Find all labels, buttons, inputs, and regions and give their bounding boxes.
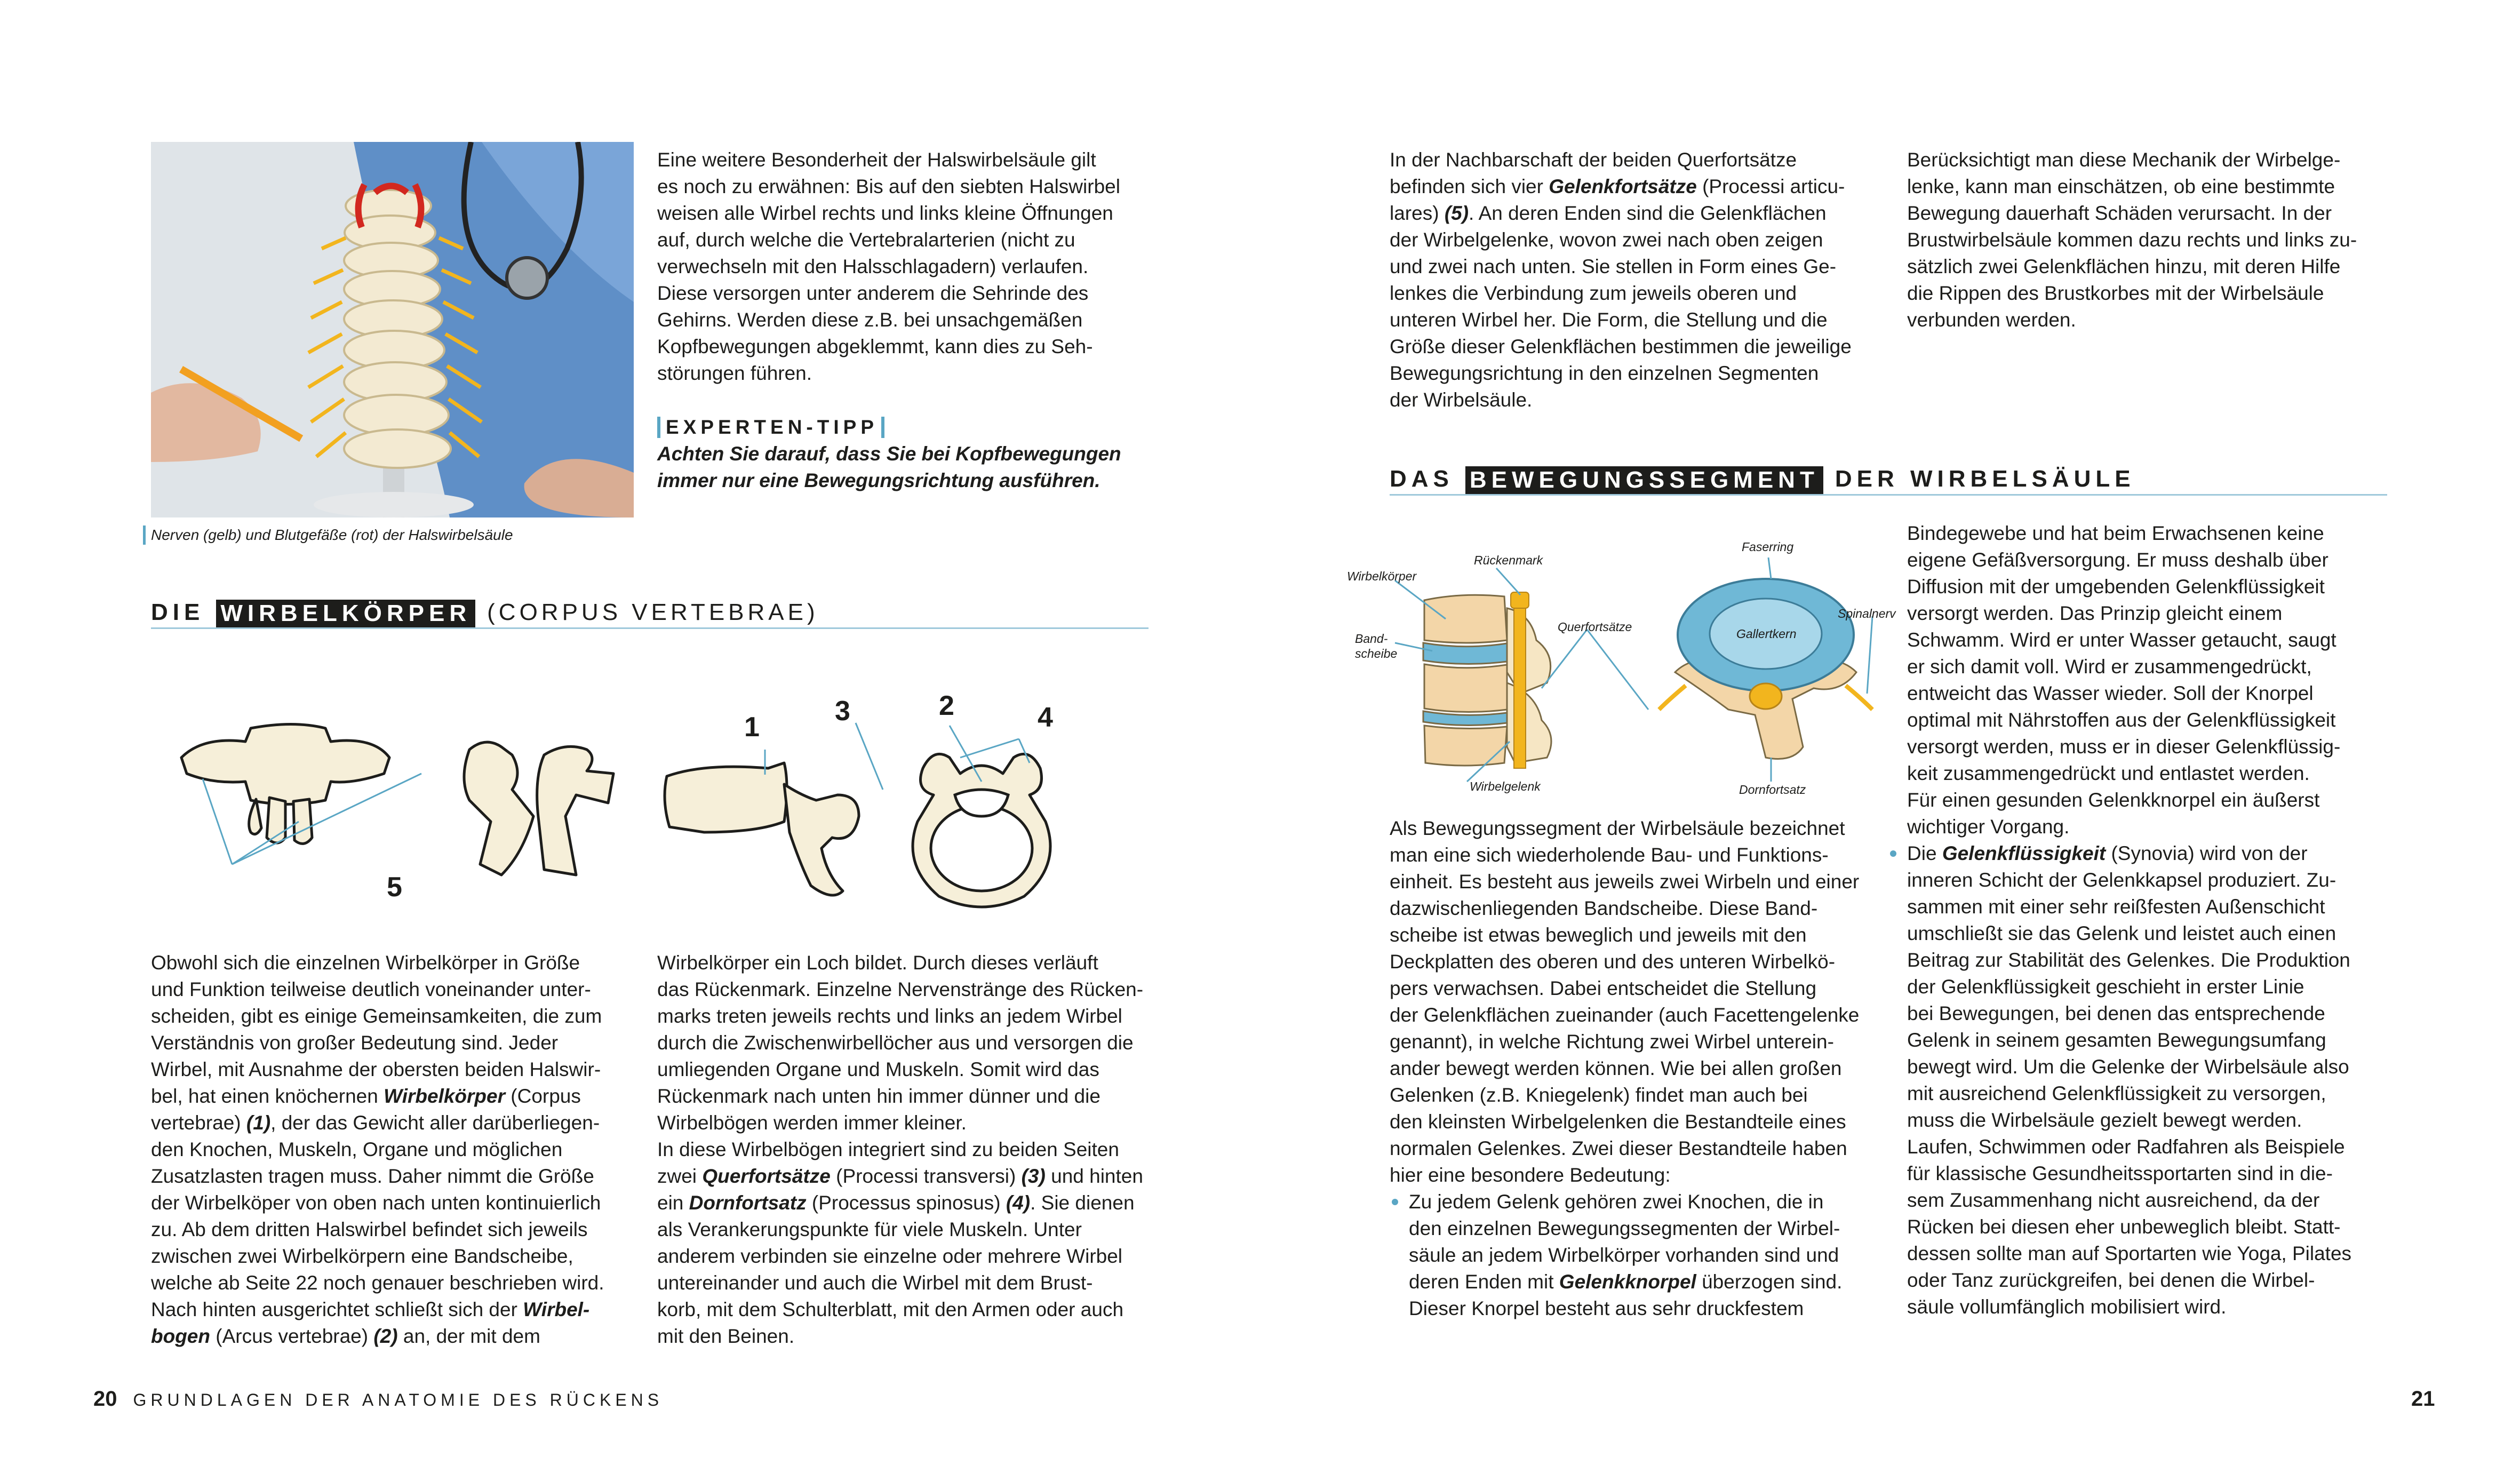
- intro-line: auf, durch welche die Vertebralarterien (nicht zu: [657, 229, 1075, 251]
- vertebra-figures: [171, 662, 1131, 918]
- text-line: Dieser Knorpel besteht aus sehr druckfestem: [1409, 1297, 1804, 1319]
- spine-model-illustration: [151, 142, 634, 517]
- text-line: säule vollumfänglich mobilisiert wird.: [1907, 1296, 2227, 1318]
- bullet-list-2: [1888, 840, 2387, 1320]
- text-run: ein: [657, 1192, 689, 1214]
- text-line: zwischen zwei Wirbelkörpern eine Bandscheibe,: [151, 1245, 573, 1267]
- text-line: [151, 1083, 631, 1110]
- label-gallertkern: Gallertkern: [1736, 627, 1797, 641]
- label-rueckenmark: Rückenmark: [1474, 553, 1543, 567]
- text-line: Deckplatten des oberen und des unteren Wirbelkö-: [1390, 951, 1836, 973]
- text-line: Größe dieser Gelenkflächen bestimmen die jeweilige: [1390, 336, 1852, 357]
- text-line: man eine sich wiederholende Bau- und Funktions-: [1390, 844, 1829, 866]
- body-column-left-1: [151, 950, 631, 1350]
- text-line: In diese Wirbelbögen integriert sind zu beiden Seiten: [657, 1138, 1119, 1160]
- photo-caption-text: Nerven (gelb) und Blutgefäße (rot) der Halswirbelsäule: [151, 527, 513, 543]
- term-wirbelkoerper: Wirbelkörper: [384, 1085, 505, 1107]
- text-line: keit zusammengedrückt und entlastet werden.: [1907, 762, 2310, 784]
- label-wirbelkoerper: Wirbelkörper: [1347, 569, 1417, 583]
- text-line: Brustwirbelsäule kommen dazu rechts und links zu-: [1907, 229, 2357, 251]
- text-line: dessen sollte man auf Sportarten wie Yoga, Pilates: [1907, 1243, 2352, 1264]
- intro-line: verwechseln mit den Halsschlagadern) verlaufen.: [657, 256, 1089, 277]
- text-line: [151, 1296, 631, 1323]
- term-gelenkfluessigkeit: Gelenkflüssigkeit: [1942, 842, 2106, 864]
- text-line: lenkes die Verbindung zum jeweils oberen und: [1390, 282, 1797, 304]
- ref-2: (2): [373, 1325, 398, 1347]
- text-line: oder Tanz zurückgreifen, bei denen die Wirbel-: [1907, 1269, 2315, 1291]
- text-line: In der Nachbarschaft der beiden Querfortsätze: [1390, 149, 1797, 171]
- figure-number-5-label: 5: [387, 872, 402, 903]
- text-run: (Processi transversi): [830, 1165, 1022, 1187]
- text-run: und hinten: [1045, 1165, 1143, 1187]
- text-line: Wirbelbögen werden immer kleiner.: [657, 1112, 967, 1134]
- ref-3: (3): [1021, 1165, 1046, 1187]
- text-line: der Gelenkflächen zueinander (auch Facettengelenke: [1390, 1004, 1860, 1026]
- text-line: Wirbelkörper ein Loch bildet. Durch dieses verläuft: [657, 952, 1098, 974]
- text-line: Verständnis von großer Bedeutung sind. Jeder: [151, 1032, 559, 1054]
- bullet-item-gelenkknorpel: [1390, 1189, 1870, 1322]
- text-line: [1907, 840, 2387, 867]
- text-line: versorgt werden, muss er in dieser Gelenkflüssig-: [1907, 736, 2341, 758]
- body-column-right-2-bottom: [1907, 520, 2387, 1320]
- text-line: optimal mit Nährstoffen aus der Gelenkflüssigkeit: [1907, 709, 2336, 731]
- text-line: und Funktion teilweise deutlich voneinander unter-: [151, 978, 591, 1000]
- term-wirbelbogen-2: bogen: [151, 1325, 210, 1347]
- text-run: , der das Gewicht aller darüberliegen-: [270, 1112, 600, 1134]
- text-line: der Wirbelsäule.: [1390, 389, 1533, 411]
- text-line: Laufen, Schwimmen oder Radfahren als Beispiele: [1907, 1136, 2345, 1158]
- text-line: für klassische Gesundheitssportarten sind in die-: [1907, 1162, 2333, 1184]
- text-line: Berücksichtigt man diese Mechanik der Wirbelge-: [1907, 149, 2341, 171]
- text-line: [151, 1323, 631, 1350]
- text-line: scheiden, gibt es einige Gemeinsamkeiten, die zum: [151, 1005, 602, 1027]
- bullet-item-gelenkfluessigkeit: [1888, 840, 2387, 1320]
- text-run: an, der mit dem: [397, 1325, 540, 1347]
- tip-bar-left: [657, 417, 660, 438]
- text-line: [1390, 200, 1870, 227]
- text-line: den kleinsten Wirbelgelenken die Bestandteile eines: [1390, 1111, 1846, 1133]
- vertebra-figures-svg: [171, 662, 1131, 918]
- text-line: umliegenden Organe und Muskeln. Somit wird das: [657, 1058, 1099, 1080]
- text-line: welche ab Seite 22 noch genauer beschrieben wird.: [151, 1272, 604, 1294]
- intro-line: Kopfbewegungen abgeklemmt, kann dies zu Seh-: [657, 336, 1093, 357]
- label-bandscheibe-2: scheibe: [1355, 647, 1398, 660]
- caption-accent-bar: [143, 525, 146, 545]
- text-line: zu. Ab dem dritten Halswirbel befindet sich jeweils: [151, 1219, 588, 1240]
- text-line: Zu jedem Gelenk gehören zwei Knochen, die in: [1409, 1191, 1824, 1213]
- tip-bar-right: [881, 417, 884, 438]
- term-querfortsaetze: Querfortsätze: [702, 1165, 831, 1187]
- text-line: normalen Gelenkes. Zwei dieser Bestandteile haben: [1390, 1137, 1847, 1159]
- text-line: mit den Beinen.: [657, 1325, 795, 1347]
- figure-number-4-label: 4: [1038, 702, 1053, 733]
- text-line: ander bewegt werden können. Wie bei allen großen: [1390, 1057, 1842, 1079]
- text-line: korb, mit dem Schulterblatt, mit den Armen oder auch: [657, 1299, 1124, 1320]
- text-run: (Processi articu-: [1696, 176, 1845, 197]
- text-line: Rücken bei diesen eher unbeweglich bleibt. Statt-: [1907, 1216, 2341, 1238]
- text-line: den Knochen, Muskeln, Organe und möglichen: [151, 1138, 563, 1160]
- section-heading-wirbelkoerper: [151, 599, 1149, 629]
- text-line: mit ausreichend Gelenkflüssigkeit zu versorgen,: [1907, 1082, 2326, 1104]
- text-line: das Rückenmark. Einzelne Nervenstränge des Rücken-: [657, 978, 1144, 1000]
- tip-line: immer nur eine Bewegungsrichtung ausführen.: [657, 469, 1100, 491]
- text-line: lenke, kann man einschätzen, ob eine bestimmte: [1907, 176, 2335, 197]
- text-line: versorgt werden. Das Prinzip gleicht einem: [1907, 602, 2283, 624]
- figure-number-2-label: 2: [939, 690, 954, 721]
- figure-number-3-label: 3: [835, 696, 850, 727]
- text-line: Schwamm. Wird er unter Wasser getaucht, saugt: [1907, 629, 2336, 651]
- text-line: bewegt wird. Um die Gelenke der Wirbelsäule also: [1907, 1056, 2349, 1078]
- text-run: zwei: [657, 1165, 703, 1187]
- expert-tip-text: [657, 441, 1169, 494]
- text-line: [151, 1110, 631, 1136]
- text-line: [1409, 1269, 1870, 1295]
- text-line: als Verankerungspunkte für viele Muskeln. Unter: [657, 1219, 1082, 1240]
- heading-post: DER WIRBELSÄULE: [1835, 466, 2135, 492]
- label-wirbelgelenk: Wirbelgelenk: [1470, 779, 1541, 793]
- intro-line: störungen führen.: [657, 362, 812, 384]
- text-line: entweicht das Wasser wieder. Soll der Knorpel: [1907, 682, 2314, 704]
- text-line: verbunden werden.: [1907, 309, 2076, 331]
- text-line: sammen mit einer sehr reißfesten Außenschicht: [1907, 896, 2325, 918]
- text-line: genannt), in welche Richtung zwei Wirbel unterein-: [1390, 1031, 1834, 1053]
- text-run: (Processus spinosus): [806, 1192, 1006, 1214]
- text-run: lares): [1390, 202, 1445, 224]
- text-line: Zusatzlasten tragen muss. Daher nimmt die Größe: [151, 1165, 594, 1187]
- term-wirbelbogen-1: Wirbel-: [523, 1299, 590, 1320]
- text-line: durch die Zwischenwirbellöcher aus und versorgen die: [657, 1032, 1134, 1054]
- intro-paragraph: [657, 147, 1169, 387]
- text-line: inneren Schicht der Gelenkkapsel produziert. Zu-: [1907, 869, 2336, 891]
- text-line: dazwischenliegenden Bandscheibe. Diese Band-: [1390, 897, 1818, 919]
- text-line: sätzlich zwei Gelenkflächen hinzu, mit deren Hilfe: [1907, 256, 2341, 277]
- text-line: Gelenken (z.B. Kniegelenk) findet man auch bei: [1390, 1084, 1808, 1106]
- spine-model-photo: [151, 142, 634, 517]
- text-line: Wirbel, mit Ausnahme der obersten beiden Halswir-: [151, 1058, 601, 1080]
- text-line: sem Zusammenhang nicht ausreichend, da der: [1907, 1189, 2320, 1211]
- text-line: Bewegungsrichtung in den einzelnen Segmenten: [1390, 362, 1819, 384]
- text-run: Nach hinten ausgerichtet schließt sich der: [151, 1299, 523, 1320]
- tip-line: Achten Sie darauf, dass Sie bei Kopfbewegungen: [657, 443, 1121, 465]
- motion-segment-diagram: [1344, 534, 1899, 806]
- expert-tip-title: [657, 416, 1169, 439]
- text-line: [1390, 173, 1870, 200]
- body-column-right-2-top: [1907, 147, 2387, 333]
- text-line: unteren Wirbel her. Die Form, die Stellung und die: [1390, 309, 1828, 331]
- text-line: scheibe ist etwas beweglich und jeweils mit den: [1390, 924, 1807, 946]
- page-number-left: 20: [93, 1387, 117, 1411]
- text-line: der Wirbelköper von oben nach unten kontinuierlich: [151, 1192, 601, 1214]
- text-run: (Arcus vertebrae): [210, 1325, 374, 1347]
- heading-pre: DAS: [1390, 466, 1454, 492]
- text-run: . Sie dienen: [1030, 1192, 1135, 1214]
- text-line: der Wirbelgelenke, wovon zwei nach oben zeigen: [1390, 229, 1823, 251]
- label-querfortsaetze: Querfortsätze: [1558, 620, 1632, 634]
- text-line: und zwei nach unten. Sie stellen in Form eines Ge-: [1390, 256, 1837, 277]
- text-line: der Gelenkflüssigkeit geschieht in erster Linie: [1907, 976, 2304, 998]
- intro-line: es noch zu erwähnen: Bis auf den siebten Halswirbel: [657, 176, 1120, 197]
- text-line: Bindegewebe und hat beim Erwachsenen keine: [1907, 522, 2324, 544]
- page-number-right: 21: [2411, 1387, 2435, 1411]
- text-line: Als Bewegungssegment der Wirbelsäule bezeichnet: [1390, 817, 1845, 839]
- text-run: vertebrae): [151, 1112, 246, 1134]
- ref-1: (1): [246, 1112, 271, 1134]
- photo-caption: [143, 525, 623, 545]
- text-line: säule an jedem Wirbelkörper vorhanden sind und: [1409, 1244, 1839, 1266]
- label-faserring: Faserring: [1742, 540, 1794, 554]
- heading-post: (CORPUS VERTEBRAE): [487, 599, 819, 625]
- body-column-right-1-bottom: [1390, 815, 1870, 1322]
- label-spinalnerv: Spinalnerv: [1838, 607, 1896, 620]
- text-line: Für einen gesunden Gelenkknorpel ein äußerst: [1907, 789, 2320, 811]
- body-column-right-1-top: [1390, 147, 1870, 413]
- text-run: überzogen sind.: [1696, 1271, 1843, 1293]
- text-line: Beitrag zur Stabilität des Gelenkes. Die Produktion: [1907, 949, 2350, 971]
- section-heading-bewegungssegment: [1390, 465, 2387, 496]
- heading-pre: DIE: [151, 599, 205, 625]
- ref-4: (4): [1006, 1192, 1031, 1214]
- text-run: (Synovia) wird von der: [2106, 842, 2308, 864]
- text-line: muss die Wirbelsäule gezielt bewegt werden.: [1907, 1109, 2302, 1131]
- running-title: GRUNDLAGEN DER ANATOMIE DES RÜCKENS: [133, 1390, 664, 1410]
- term-gelenkfortsaetze: Gelenkfortsätze: [1549, 176, 1697, 197]
- text-line: Obwohl sich die einzelnen Wirbelkörper in Größe: [151, 952, 580, 974]
- text-line: hier eine besondere Bedeutung:: [1390, 1164, 1671, 1186]
- expert-tip-title-text: EXPERTEN-TIPP: [666, 416, 878, 438]
- text-run: befinden sich vier: [1390, 176, 1549, 197]
- text-line: pers verwachsen. Dabei entscheidet die Stellung: [1390, 977, 1817, 999]
- figure-number-1-label: 1: [744, 712, 760, 743]
- text-line: Gelenk in seinem gesamten Bewegungsumfang: [1907, 1029, 2326, 1051]
- intro-line: Gehirns. Werden diese z.B. bei unsachgemäßen: [657, 309, 1083, 331]
- text-run: bel, hat einen knöchernen: [151, 1085, 384, 1107]
- text-line: anderem verbinden sie einzelne oder mehrere Wirbel: [657, 1245, 1123, 1267]
- text-line: die Rippen des Brustkorbes mit der Wirbelsäule: [1907, 282, 2324, 304]
- text-line: er sich damit voll. Wird er zusammengedrückt,: [1907, 656, 2312, 678]
- term-dornfortsatz: Dornfortsatz: [689, 1192, 807, 1214]
- label-dornfortsatz: Dornfortsatz: [1739, 783, 1806, 797]
- intro-line: Eine weitere Besonderheit der Halswirbelsäule gilt: [657, 149, 1096, 171]
- heading-inverted: WIRBELKÖRPER: [216, 600, 475, 627]
- body-column-left-2: [657, 950, 1169, 1350]
- text-line: den einzelnen Bewegungssegmenten der Wirbel-: [1409, 1217, 1840, 1239]
- expert-tip: [657, 416, 1169, 494]
- text-run: deren Enden mit: [1409, 1271, 1559, 1293]
- footer-left: [93, 1387, 840, 1411]
- text-line: bei Bewegungen, bei denen das entsprechende: [1907, 1002, 2325, 1024]
- text-line: wichtiger Vorgang.: [1907, 816, 2070, 838]
- label-bandscheibe-1: Band-: [1355, 632, 1388, 646]
- text-run: (Corpus: [505, 1085, 581, 1107]
- text-line: Bewegung dauerhaft Schäden verursacht. In der: [1907, 202, 2332, 224]
- motion-segment-svg: [1344, 534, 1899, 806]
- intro-line: weisen alle Wirbel rechts und links kleine Öffnungen: [657, 202, 1113, 224]
- intro-line: Diese versorgen unter anderem die Sehrinde des: [657, 282, 1089, 304]
- text-line: eigene Gefäßversorgung. Er muss deshalb über: [1907, 549, 2328, 571]
- text-line: [657, 1190, 1169, 1216]
- text-line: umschließt sie das Gelenk und leistet auch einen: [1907, 922, 2336, 944]
- text-line: [657, 1163, 1169, 1190]
- text-line: marks treten jeweils rechts und links an jedem Wirbel: [657, 1005, 1122, 1027]
- text-line: Rückenmark nach unten hin immer dünner und die: [657, 1085, 1100, 1107]
- text-line: untereinander und auch die Wirbel mit dem Brust-: [657, 1272, 1093, 1294]
- bullet-list-1: [1390, 1189, 1870, 1322]
- term-gelenkknorpel: Gelenkknorpel: [1559, 1271, 1696, 1293]
- heading-inverted: BEWEGUNGSSEGMENT: [1465, 466, 1823, 494]
- text-run: . An deren Enden sind die Gelenkflächen: [1469, 202, 1827, 224]
- ref-5: (5): [1444, 202, 1469, 224]
- text-run: Die: [1907, 842, 1942, 864]
- text-line: einheit. Es besteht aus jeweils zwei Wirbeln und einer: [1390, 871, 1860, 893]
- text-line: Diffusion mit der umgebenden Gelenkflüssigkeit: [1907, 576, 2325, 598]
